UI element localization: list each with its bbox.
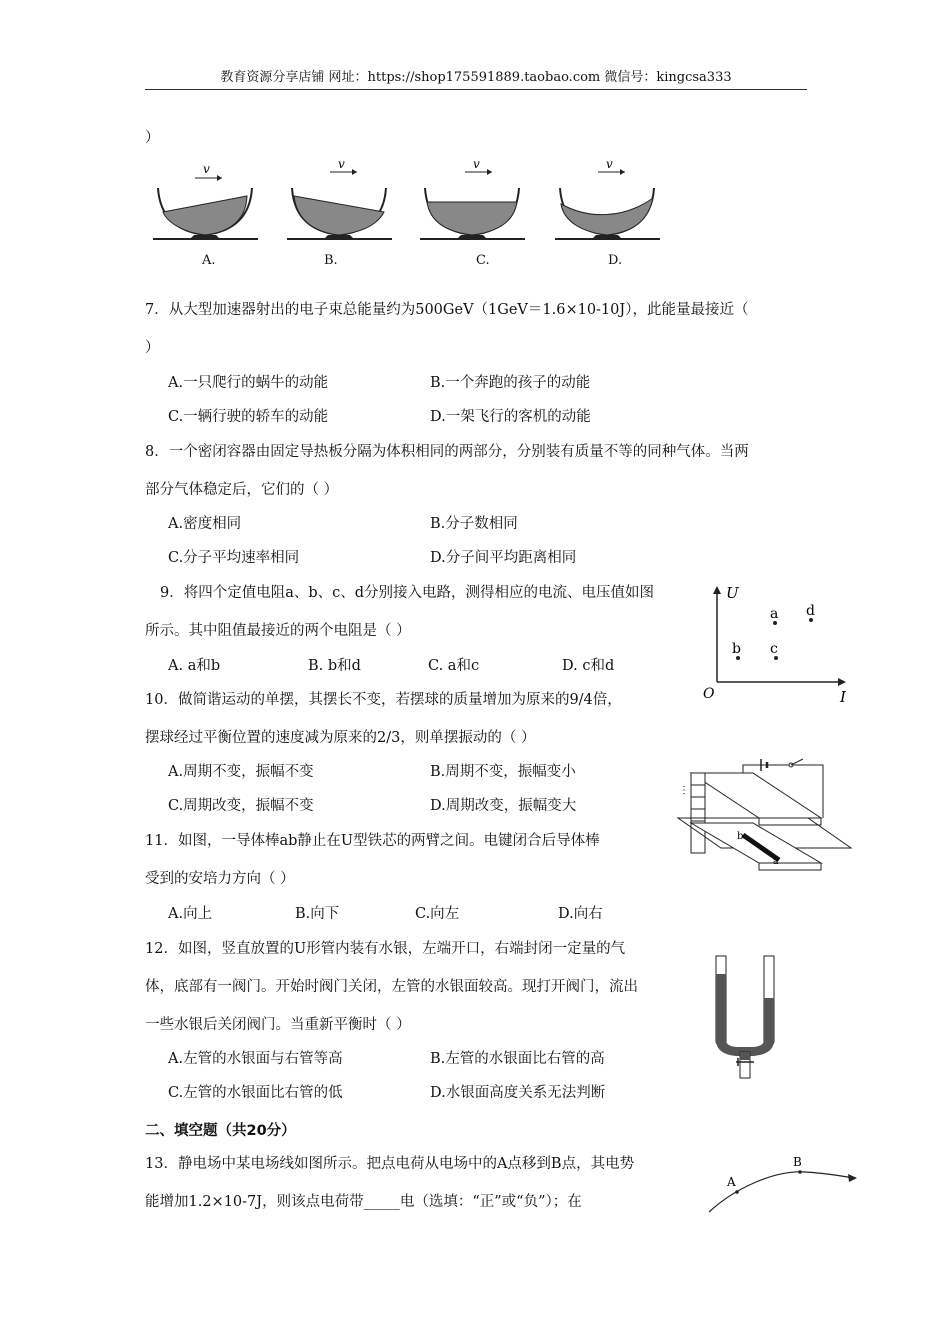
q9-ui-graph <box>700 580 860 710</box>
q11-line1: 11．如图，一导体棒ab静止在U型铁芯的两臂之间。电键闭合后导体棒 <box>145 833 600 849</box>
svg-text:U: U <box>726 584 739 602</box>
q7-line2: ） <box>145 340 160 356</box>
svg-text:O: O <box>703 686 715 702</box>
q8-option-a: A.密度相同 <box>168 516 242 532</box>
q9-option-c: C. a和c <box>428 658 480 674</box>
bowl-label-a: A. <box>202 253 216 268</box>
svg-text:v: v <box>606 157 613 171</box>
bowl-b <box>287 157 392 239</box>
svg-text:v: v <box>203 162 210 176</box>
svg-text:v: v <box>338 157 345 171</box>
bowl-a <box>153 162 258 239</box>
q11-option-a: A.向上 <box>168 906 213 922</box>
svg-text:A: A <box>727 1175 736 1189</box>
q7-option-a: A.一只爬行的蜗牛的动能 <box>168 375 329 391</box>
section-title: 二、填空题（共20分） <box>145 1123 296 1139</box>
q8-option-c: C.分子平均速率相同 <box>168 550 300 566</box>
q13-line2: 能增加1.2×10-7J，则该点电荷带_____电（选填：“正”或“负”）；在 <box>145 1194 582 1210</box>
bowl-d <box>555 157 660 239</box>
svg-text:I: I <box>840 688 846 706</box>
q13-line1: 13．静电场中某电场线如图所示。把点电荷从电场中的A点移到B点，其电势 <box>145 1156 635 1172</box>
q11-option-c: C.向左 <box>415 906 460 922</box>
bowl-label-d: D. <box>608 253 623 268</box>
q11-option-d: D.向右 <box>558 906 603 922</box>
q9-option-d: D. c和d <box>562 658 615 674</box>
bowl-c <box>420 157 525 239</box>
q12-line3: 一些水银后关闭阀门。当重新平衡时（ ） <box>145 1017 411 1033</box>
q12-option-c: C.左管的水银面比右管的低 <box>168 1085 343 1101</box>
q7-option-d: D.一架飞行的客机的动能 <box>430 409 591 425</box>
q6-tail: ） <box>145 130 160 146</box>
q10-option-a: A.周期不变，振幅不变 <box>168 764 314 780</box>
q11-line2: 受到的安培力方向（ ） <box>145 871 295 887</box>
q11-iron-core-figure <box>673 763 853 878</box>
q7-option-c: C.一辆行驶的轿车的动能 <box>168 409 329 425</box>
page-header: 教育资源分享店铺 网址：https://shop175591889.taobao.com 微信号：kingcsa333 <box>145 66 807 90</box>
q10-option-c: C.周期改变，振幅不变 <box>168 798 314 814</box>
svg-text:b: b <box>737 831 744 842</box>
svg-text:a: a <box>770 606 779 622</box>
svg-text:d: d <box>806 603 815 619</box>
q10-option-b: B.周期不变，振幅变小 <box>430 764 576 780</box>
q12-line2: 体，底部有一阀门。开始时阀门关闭，左管的水银面较高。现打开阀门，流出 <box>145 979 638 995</box>
q8-line2: 部分气体稳定后，它们的（ ） <box>145 482 339 498</box>
bowl-label-c: C. <box>476 253 490 268</box>
q9-line2: 所示。其中阻值最接近的两个电阻是（ ） <box>145 623 411 639</box>
q13-field-line-figure <box>705 1150 865 1220</box>
svg-text:c: c <box>770 641 778 657</box>
bowl-label-b: B. <box>324 253 338 268</box>
q8-option-d: D.分子间平均距离相同 <box>430 550 577 566</box>
svg-text:b: b <box>732 641 741 657</box>
svg-text:v: v <box>473 157 480 171</box>
q8-option-b: B.分子数相同 <box>430 516 518 532</box>
q9-option-b: B. b和d <box>308 658 361 674</box>
q12-option-b: B.左管的水银面比右管的高 <box>430 1051 605 1067</box>
q7-option-b: B.一个奔跑的孩子的动能 <box>430 375 591 391</box>
q12-u-tube-figure <box>710 952 780 1082</box>
q10-line1: 10．做简谐运动的单摆，其摆长不变，若摆球的质量增加为原来的9/4倍， <box>145 692 622 708</box>
q10-option-d: D.周期改变，振幅变大 <box>430 798 577 814</box>
q9-option-a: A. a和b <box>168 658 221 674</box>
q6-figure <box>0 157 950 290</box>
q10-line2: 摆球经过平衡位置的速度减为原来的2/3，则单摆振动的（ ） <box>145 730 536 746</box>
q12-option-a: A.左管的水银面与右管等高 <box>168 1051 343 1067</box>
svg-text:⋮: ⋮ <box>679 785 689 796</box>
q8-line1: 8．一个密闭容器由固定导热板分隔为体积相同的两部分，分别装有质量不等的同种气体。当两 <box>145 444 749 460</box>
q11-option-b: B.向下 <box>295 906 340 922</box>
q7-line1: 7．从大型加速器射出的电子束总能量约为500GeV（1GeV＝1.6×10-10J），此能量最接近（ <box>145 302 749 318</box>
q9-line1: 9．将四个定值电阻a、b、c、d分别接入电路，测得相应的电流、电压值如图 <box>160 585 655 601</box>
q12-line1: 12．如图，竖直放置的U形管内装有水银，左端开口，右端封闭一定量的气 <box>145 941 626 957</box>
svg-text:a: a <box>773 857 779 867</box>
q12-option-d: D.水银面高度关系无法判断 <box>430 1085 606 1101</box>
svg-text:B: B <box>793 1155 802 1169</box>
